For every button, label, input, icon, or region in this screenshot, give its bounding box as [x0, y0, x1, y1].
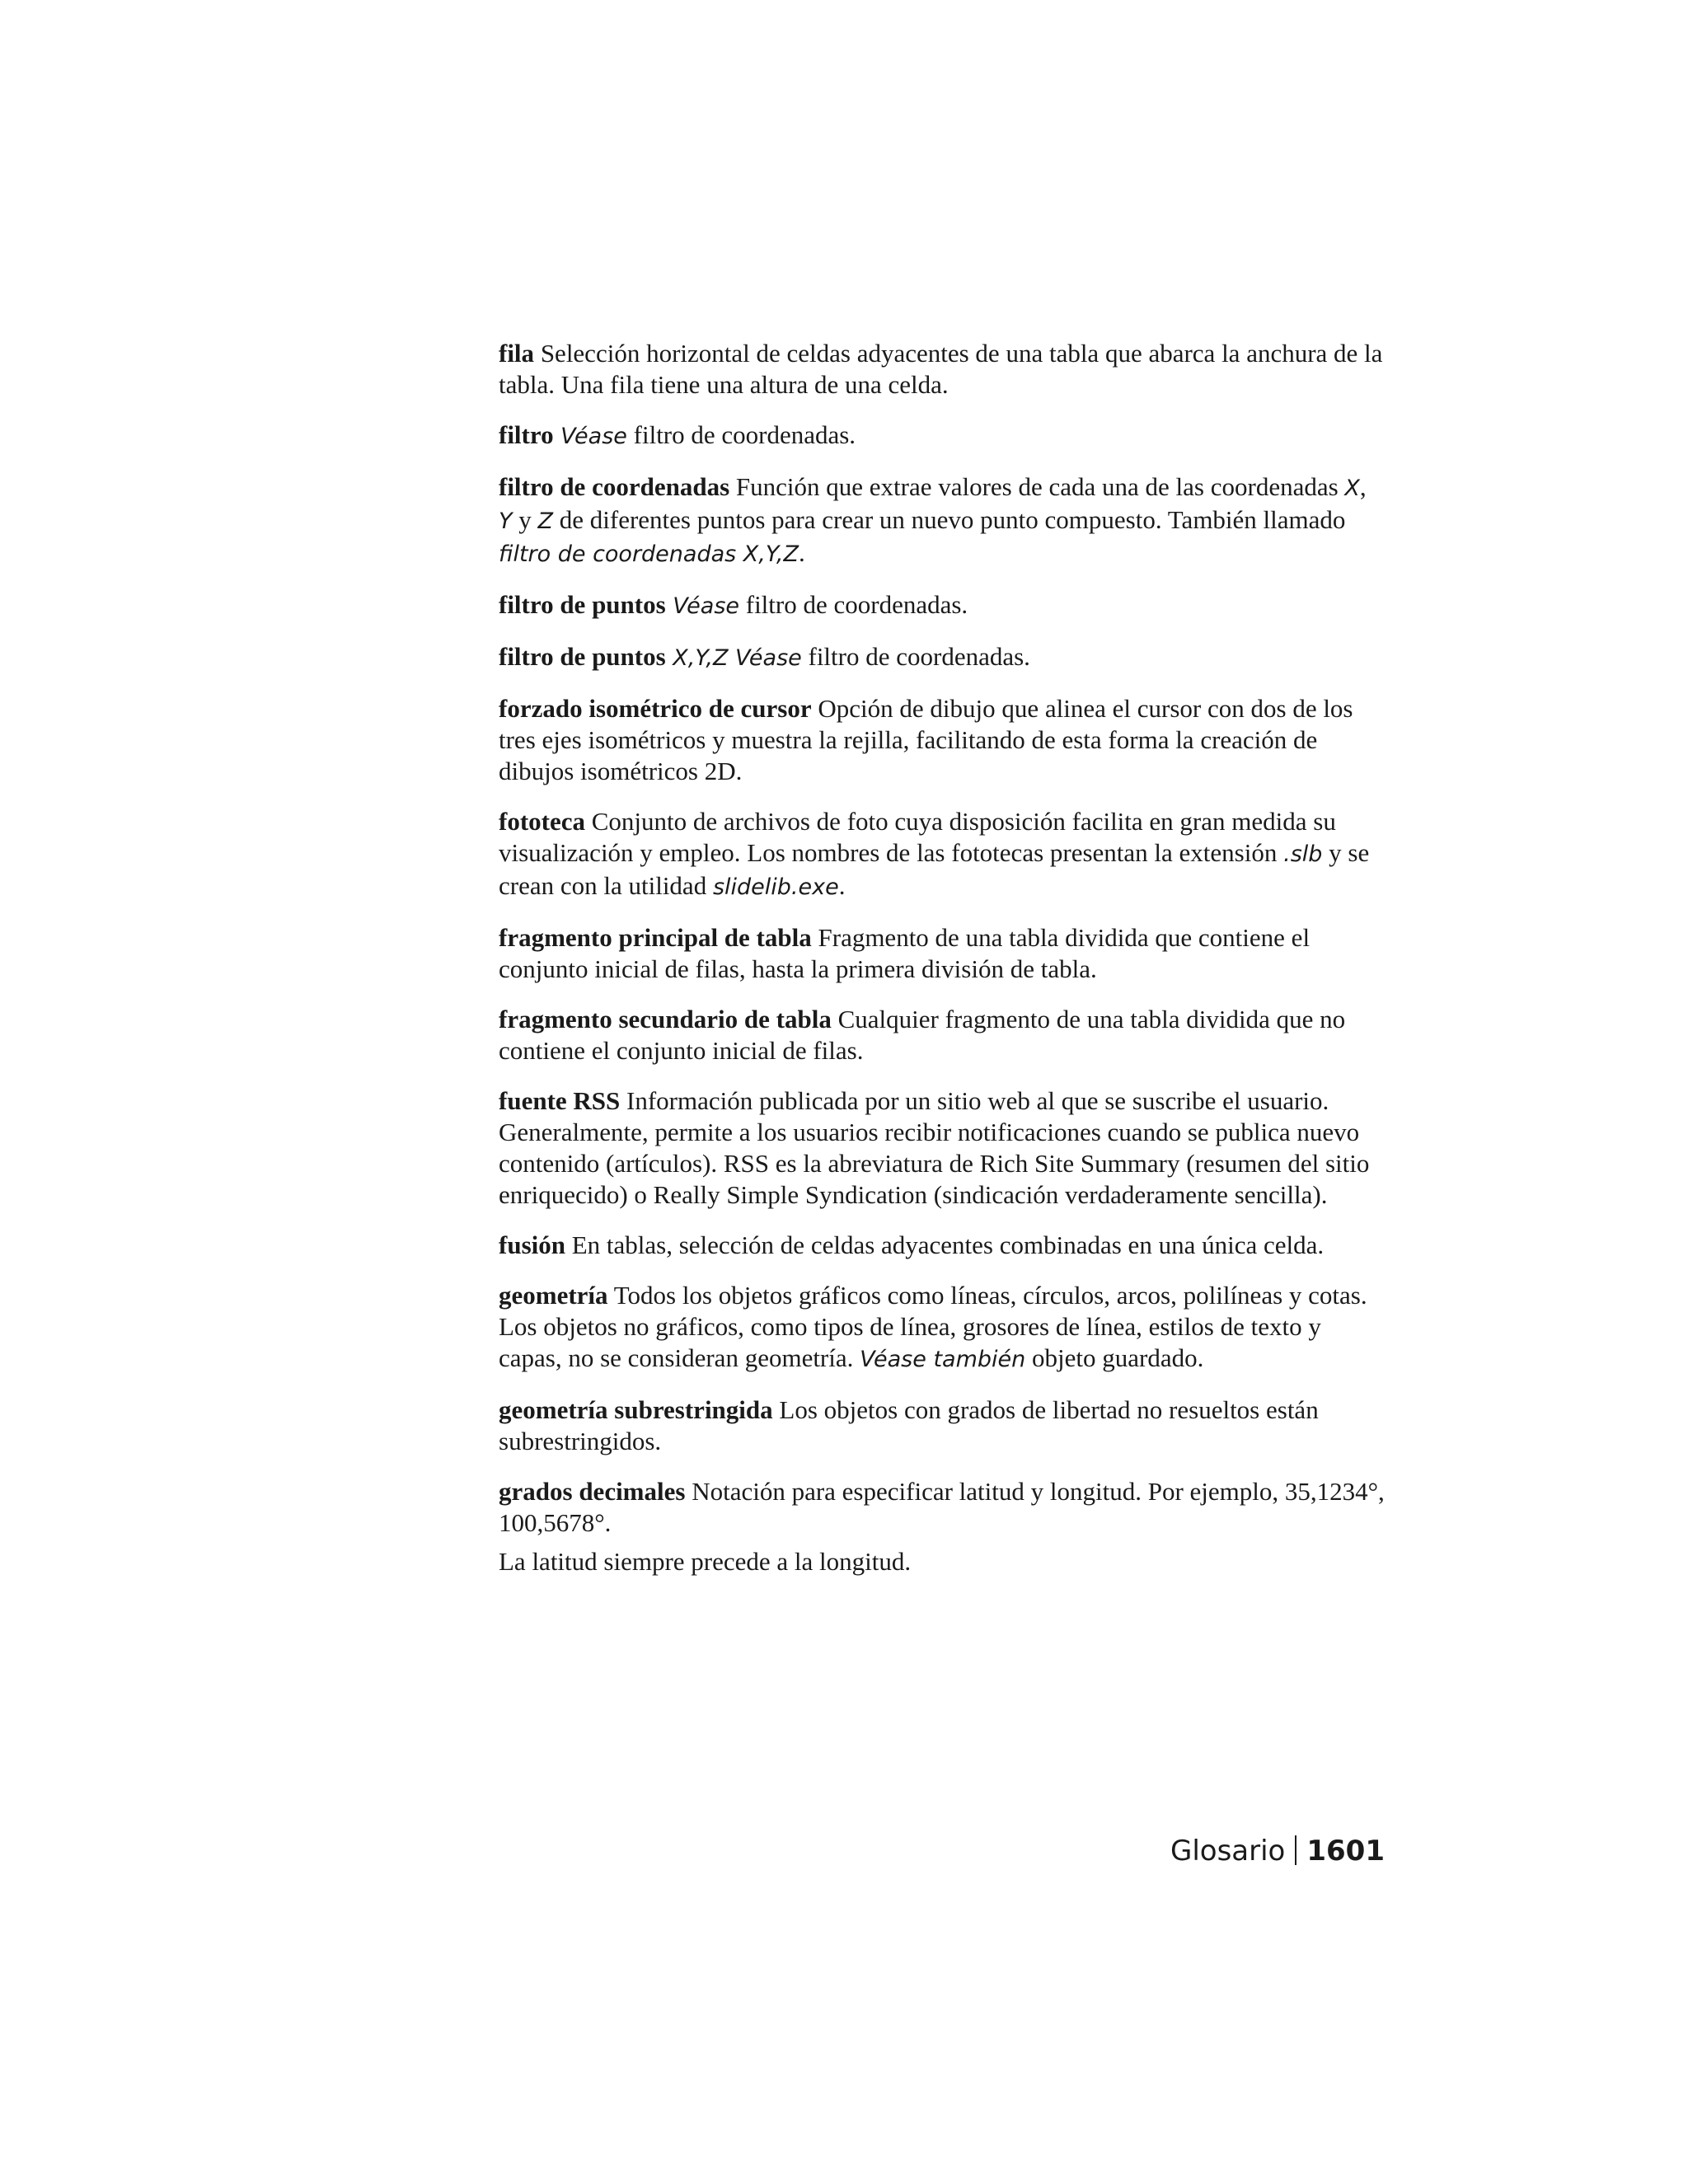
see-reference: Véase: [553, 424, 627, 449]
glossary-definition: Selección horizontal de celdas adyacentes de una tabla que abarca la anchura de la tabla. Una fila tiene una altura de una celda.: [499, 339, 1383, 399]
see-reference: Véase: [665, 593, 739, 619]
glossary-entry-fototeca: [499, 806, 1385, 903]
glossary-entry-geometria-subrestringida: [499, 1394, 1385, 1457]
glossary-definition: Información publicada por un sitio web al que se suscribe el usuario. Generalmente, permite a los usuarios recibir notificaciones cuando se publica nuevo contenido (artículos). RSS es la abreviatura de Rich Site Summary (resumen del sitio enriquecido) o Really Simple Syndication (sindicación verdaderamente sencilla).: [499, 1086, 1370, 1209]
glossary-entry-filtro-de-coordenadas: [499, 471, 1385, 570]
glossary-definition-cont: objeto guardado.: [1025, 1343, 1204, 1372]
glossary-entry-fragmento-principal: [499, 922, 1385, 985]
see-reference: X,Y,Z Véase: [665, 645, 802, 671]
glossary-term: fragmento secundario de tabla: [499, 1005, 832, 1033]
glossary-term: fuente RSS: [499, 1086, 621, 1115]
glossary-term: forzado isométrico de cursor: [499, 694, 812, 723]
glossary-entry-fuente-rss: [499, 1085, 1385, 1211]
glossary-entry-fila: [499, 338, 1385, 401]
glossary-definition: Todos los objetos gráficos como líneas, círculos, arcos, polilíneas y cotas. Los objetos no gráficos, como tipos de línea, grosores de línea, estilos de texto y capas, no se consideran geometría.: [499, 1281, 1367, 1372]
period: .: [838, 871, 846, 900]
glossary-definition: filtro de coordenadas.: [626, 420, 856, 449]
glossary-term: fusión: [499, 1230, 565, 1259]
glossary-entry-grados-decimales: [499, 1476, 1385, 1539]
glossary-definition: filtro de coordenadas.: [801, 642, 1030, 671]
axis-x: X: [1344, 476, 1360, 501]
see-also-reference: Véase también: [860, 1347, 1026, 1372]
axis-y: Y: [499, 509, 513, 534]
glossary-definition: Fragmento de una tabla dividida que contiene el conjunto inicial de filas, hasta la primera división de tabla.: [499, 923, 1311, 983]
glossary-entry-filtro-de-puntos: [499, 589, 1385, 622]
glossary-definition: filtro de coordenadas.: [739, 590, 968, 619]
glossary-term: fragmento principal de tabla: [499, 923, 812, 952]
period: .: [798, 538, 805, 567]
glossary-definition-cont: y se crean con la utilidad: [499, 838, 1370, 900]
glossary-definition-cont: de diferentes puntos para crear un nuevo punto compuesto. También llamado: [553, 505, 1346, 534]
glossary-note: La latitud siempre precede a la longitud.: [499, 1547, 912, 1576]
glossary-term: geometría: [499, 1281, 608, 1310]
glossary-definition: Notación para especificar latitud y longitud. Por ejemplo, 35,1234°, 100,5678°.: [499, 1477, 1385, 1537]
glossary-term: filtro de coordenadas: [499, 472, 730, 501]
glossary-definition: Conjunto de archivos de foto cuya disposición facilita en gran medida su visualización y empleo. Los nombres de las fototecas presentan la extensión: [499, 807, 1336, 867]
glossary-definition: Cualquier fragmento de una tabla dividida que no contiene el conjunto inicial de filas.: [499, 1005, 1346, 1065]
glossary-entry-fusion: [499, 1230, 1385, 1261]
glossary-definition: Función que extrae valores de cada una de las coordenadas: [729, 472, 1345, 501]
glossary-entry-fragmento-secundario: [499, 1004, 1385, 1066]
page-footer: [1170, 1835, 1385, 1868]
separator: ,: [1359, 472, 1367, 501]
file-extension: .slb: [1283, 841, 1323, 867]
axis-z: Z: [537, 509, 553, 534]
utility-name: slidelib.exe: [712, 874, 839, 900]
glossary-definition: Los objetos con grados de libertad no resueltos están subrestringidos.: [499, 1395, 1319, 1455]
alias-term: filtro de coordenadas X,Y,Z: [499, 541, 799, 567]
glossary-definition: En tablas, selección de celdas adyacentes combinadas en una única celda.: [565, 1230, 1325, 1259]
glossary-term: fila: [499, 339, 535, 368]
footer-separator: [1295, 1835, 1296, 1865]
glossary-term: filtro de puntos: [499, 642, 666, 671]
glossary-term: filtro de puntos: [499, 590, 666, 619]
glossary-definition: Opción de dibujo que alinea el cursor con dos de los tres ejes isométricos y muestra la rejilla, facilitando de esta forma la creación de dibujos isométricos 2D.: [499, 694, 1353, 785]
glossary-term: filtro: [499, 420, 554, 449]
section-title: Glosario: [1170, 1835, 1286, 1868]
glossary-entry-geometria: [499, 1280, 1385, 1376]
glossary-page: [499, 338, 1385, 1596]
glossary-term: geometría subrestringida: [499, 1395, 773, 1424]
glossary-term: fototeca: [499, 807, 585, 836]
separator: y: [512, 505, 538, 534]
glossary-entry-forzado-isometrico: [499, 693, 1385, 787]
page-number: 1601: [1306, 1835, 1385, 1868]
glossary-entry-filtro: [499, 419, 1385, 452]
glossary-term: grados decimales: [499, 1477, 686, 1506]
glossary-entry-filtro-de-puntos-xyz: [499, 641, 1385, 674]
